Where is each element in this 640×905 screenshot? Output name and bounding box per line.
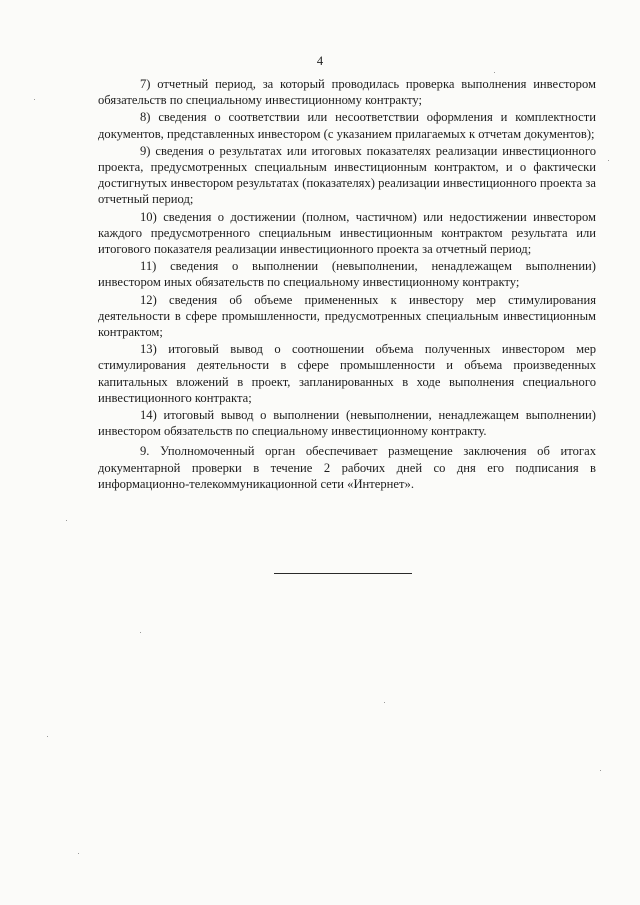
list-item-10: 10) сведения о достижении (полном, частичном) или недостижении инвестором каждого предусмотренного специальным инвестиционным контрактом результата или итогового показателя реализации инвестиционного проекта за отчетный период; <box>98 209 596 257</box>
clause-9-paragraph: 9. Уполномоченный орган обеспечивает размещение заключения об итогах документарной проверки в течение 2 рабочих дней со дня его подписания в информационно-телекоммуникационной сети «Интернет». <box>98 444 596 491</box>
scan-speck <box>600 770 601 771</box>
scan-speck <box>608 160 609 161</box>
closing-divider <box>274 573 412 574</box>
scan-speck <box>140 632 141 633</box>
list-item-9: 9) сведения о результатах или итоговых показателях реализации инвестиционного проекта, предусмотренных специальным инвестиционным контрактом, и о фактически достигнутых инвестором результатах (показателях) реализации инвестиционного проекта за отчетный период; <box>98 143 596 207</box>
document-body <box>98 76 596 492</box>
list-item-8: 8) сведения о соответствии или несоответствии оформления и комплектности документов, представленных инвестором (с указанием прилагаемых к отчетам документов); <box>98 110 596 141</box>
scan-speck <box>494 72 495 73</box>
scan-speck <box>47 736 48 737</box>
scan-speck <box>384 702 385 703</box>
list-item-14: 14) итоговый вывод о выполнении (невыполнении, ненадлежащем выполнении) инвестором обязательств по специальному инвестиционному контракту. <box>98 408 596 439</box>
scan-speck <box>66 520 67 521</box>
list-item-12: 12) сведения об объеме примененных к инвестору мер стимулирования деятельности в сфере промышленности, предусмотренных специальным инвестиционным контрактом; <box>98 292 596 340</box>
list-item-11: 11) сведения о выполнении (невыполнении, ненадлежащем выполнении) инвестором иных обязательств по специальному инвестиционному контракту; <box>98 259 596 290</box>
page-number: 4 <box>316 54 324 68</box>
list-item-7: 7) отчетный период, за который проводилась проверка выполнения инвестором обязательств по специальному инвестиционному контракту; <box>98 77 596 108</box>
list-item-13: 13) итоговый вывод о соотношении объема полученных инвестором мер стимулирования деятельности в сфере промышленности и объема произведенных капитальных вложений в проект, запланированных в ходе выполнения специального инвестиционного контракта; <box>98 342 596 405</box>
scan-speck <box>78 853 79 854</box>
scan-speck <box>34 99 35 100</box>
